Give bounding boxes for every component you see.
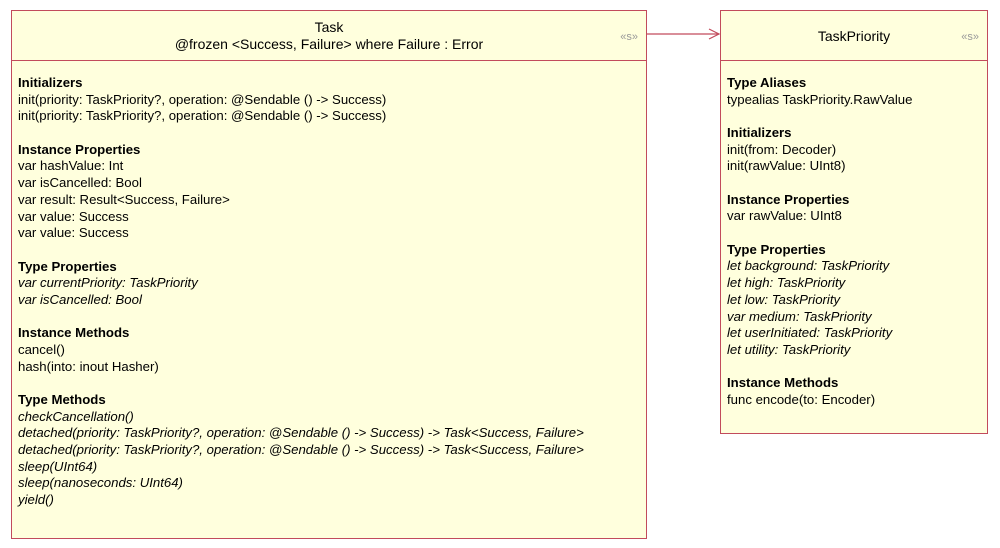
section-title: Instance Methods	[727, 375, 839, 391]
section-title: Initializers	[18, 75, 83, 90]
member-item: detached(priority: TaskPriority?, operation: @Sendable () -> Success) -> Task<Success, Failure>	[18, 442, 584, 458]
member-item: var result: Result<Success, Failure>	[18, 191, 230, 207]
member-item: var isCancelled: Bool	[18, 175, 142, 191]
member-item: let background: TaskPriority	[727, 258, 890, 274]
member-item: cancel()	[18, 341, 65, 357]
member-item: var currentPriority: TaskPriority	[18, 275, 198, 291]
task-class-members	[12, 61, 646, 509]
member-section	[18, 325, 646, 375]
section-title: Type Methods	[18, 391, 106, 407]
struct-stereotype-label: «s»	[961, 31, 979, 43]
task-class-box	[11, 10, 647, 539]
member-item: let utility: TaskPriority	[727, 341, 851, 357]
member-section	[18, 75, 646, 125]
task-class-signature: @frozen <Success, Failure> where Failure : Error	[174, 36, 484, 52]
member-item: init(rawValue: UInt8)	[727, 158, 846, 174]
taskpriority-class-members	[721, 61, 987, 409]
member-item: var isCancelled: Bool	[18, 291, 142, 307]
member-section	[727, 75, 987, 108]
member-item: checkCancellation()	[18, 408, 134, 424]
section-title: Instance Properties	[18, 141, 141, 157]
member-item: let high: TaskPriority	[727, 275, 846, 291]
member-item: init(from: Decoder)	[727, 141, 837, 157]
member-item: sleep(nanoseconds: UInt64)	[18, 475, 183, 491]
member-item: init(priority: TaskPriority?, operation: @Sendable () -> Success)	[18, 91, 387, 107]
member-section	[727, 192, 987, 225]
member-section	[727, 125, 987, 175]
taskpriority-class-header	[721, 11, 987, 61]
member-item: var value: Success	[18, 208, 129, 224]
member-item: func encode(to: Encoder)	[727, 391, 876, 407]
struct-stereotype-label: «s»	[620, 31, 638, 43]
member-item: hash(into: inout Hasher)	[18, 358, 159, 374]
member-section	[727, 242, 987, 359]
section-title: Type Aliases	[727, 75, 807, 90]
member-item: typealias TaskPriority.RawValue	[727, 91, 913, 107]
member-item: init(priority: TaskPriority?, operation: @Sendable () -> Success)	[18, 108, 387, 124]
section-title: Type Properties	[727, 241, 826, 257]
member-item: var rawValue: UInt8	[727, 208, 842, 224]
member-item: var hashValue: Int	[18, 158, 124, 174]
member-item: yield()	[18, 492, 54, 508]
member-item: let low: TaskPriority	[727, 291, 841, 307]
member-section	[18, 392, 646, 509]
member-section	[727, 375, 987, 408]
section-title: Type Properties	[18, 258, 117, 274]
section-title: Initializers	[727, 125, 792, 140]
member-item: sleep(UInt64)	[18, 458, 98, 474]
member-item: var value: Success	[18, 225, 129, 241]
section-title: Instance Properties	[727, 191, 850, 207]
member-item: var medium: TaskPriority	[727, 308, 872, 324]
section-title: Instance Methods	[18, 325, 130, 341]
member-item: let userInitiated: TaskPriority	[727, 325, 893, 341]
task-class-title: Task	[314, 19, 344, 35]
member-item: detached(priority: TaskPriority?, operation: @Sendable () -> Success) -> Task<Success, Failure>	[18, 425, 584, 441]
member-section	[18, 142, 646, 242]
taskpriority-class-title: TaskPriority	[817, 28, 891, 44]
task-class-header	[12, 11, 646, 61]
member-section	[18, 259, 646, 309]
taskpriority-class-box	[720, 10, 988, 434]
